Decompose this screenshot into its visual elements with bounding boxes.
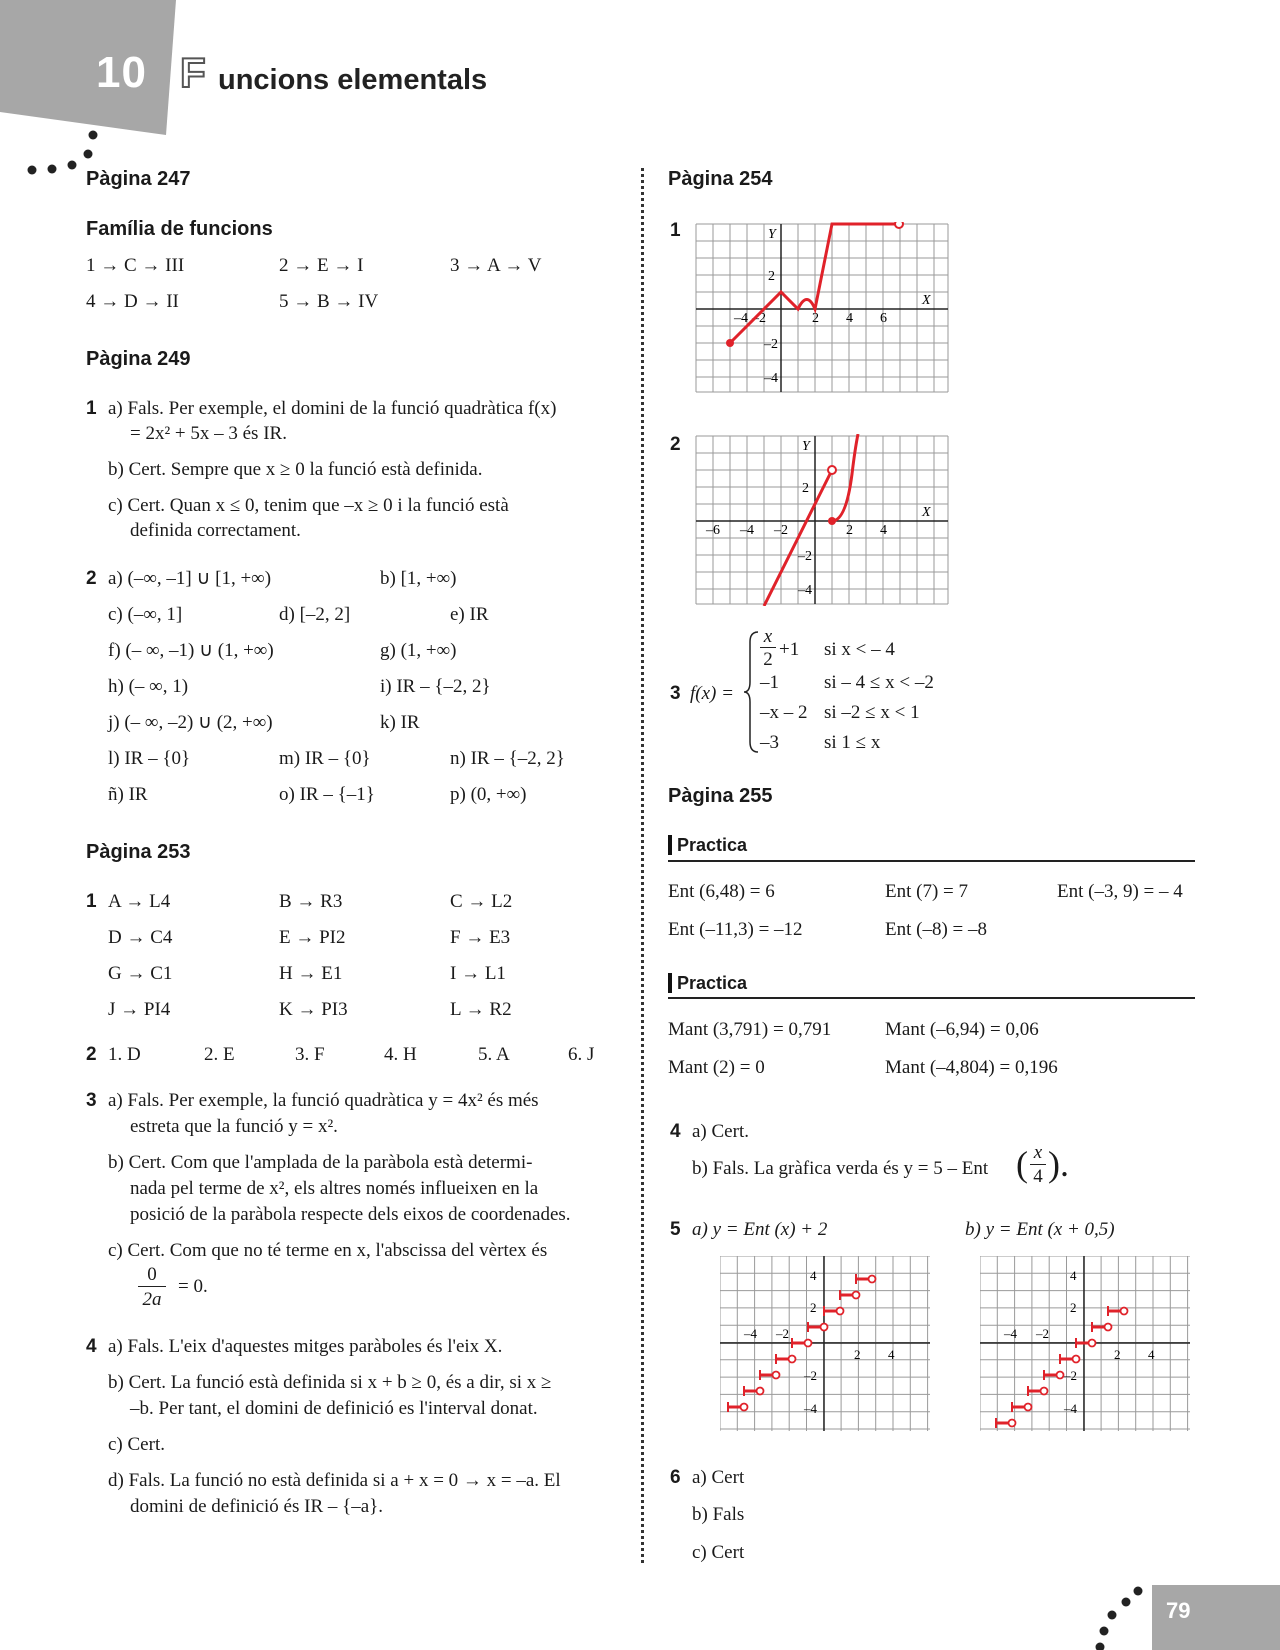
- open-endpoint: [789, 1356, 796, 1363]
- fraction-numerator: x: [760, 627, 776, 648]
- answer-text: d) Fals. La funció no està definida si a + x = 0 → x = –a. El: [108, 1470, 561, 1491]
- ent-result: Ent (7) = 7: [885, 881, 969, 902]
- x-axis-label: X: [922, 505, 931, 520]
- question-number: 5: [670, 1219, 681, 1240]
- x-tick-label: –4: [1004, 1326, 1017, 1341]
- heading-p253: Pàgina 253: [86, 841, 191, 863]
- x-axis-label: X: [922, 293, 931, 308]
- case-condition: si x < – 4: [824, 639, 895, 660]
- x-tick-label: –2: [776, 1326, 789, 1341]
- x-tick-label: 6: [880, 311, 887, 326]
- answer-item: e) IR: [450, 604, 489, 625]
- x-tick-label: –6: [706, 523, 720, 538]
- answer-text: a) Fals. Per exemple, el domini de la funció quadràtica f(x): [108, 398, 557, 419]
- answer-item: j) (– ∞, –2) ∪ (2, +∞): [108, 712, 273, 733]
- answer-text: c) Cert. Quan x ≤ 0, tenim que –x ≥ 0 i la funció està: [108, 495, 509, 516]
- answer-text: domini de definició és IR – {–a}.: [130, 1496, 384, 1517]
- answer-text: a) Fals. L'eix d'aquestes mitges paràboles és l'eix X.: [108, 1336, 503, 1357]
- answer-item: f) (– ∞, –1) ∪ (1, +∞): [108, 640, 274, 661]
- match-item: I → L1: [450, 963, 506, 984]
- ent-result: Ent (–3, 9) = – 4: [1057, 881, 1183, 902]
- match-item: F → E3: [450, 927, 511, 948]
- question-number: 1: [86, 398, 97, 419]
- open-endpoint: [828, 466, 836, 474]
- grid-lines: [696, 224, 948, 392]
- open-endpoint: [869, 1276, 876, 1283]
- answer-item: n) IR – {–2, 2}: [450, 748, 565, 769]
- x-tick-label: 4: [880, 523, 887, 538]
- y-tick-label: –4: [764, 371, 778, 386]
- answer-text: b) y = Ent (x + 0,5): [965, 1219, 1115, 1240]
- answer-item: g) (1, +∞): [380, 640, 457, 661]
- family-item: 3 → A → V: [450, 255, 542, 276]
- question-number: 3: [670, 683, 681, 704]
- closed-endpoint: [828, 517, 836, 525]
- answer-item: m) IR – {0}: [279, 748, 371, 769]
- y-tick-label: –4: [798, 583, 812, 598]
- fraction-denominator: 2a: [142, 1289, 162, 1310]
- graph-p254-2: [694, 434, 950, 606]
- answer-text: a) Cert.: [692, 1121, 749, 1142]
- chapter-number: 10: [96, 48, 147, 97]
- chapter-tab: [0, 0, 180, 140]
- y-tick-label: 4: [810, 1268, 817, 1283]
- answer-item: 1. D: [108, 1044, 141, 1065]
- match-item: H → E1: [279, 963, 343, 984]
- answer-item: k) IR: [380, 712, 420, 733]
- paren-open: (: [1016, 1144, 1028, 1184]
- question-number: 6: [670, 1467, 681, 1488]
- open-endpoint: [773, 1372, 780, 1379]
- answer-item: 5. A: [478, 1044, 510, 1065]
- subheading-familia: Família de funcions: [86, 218, 273, 240]
- ent-result: Ent (6,48) = 6: [668, 881, 775, 902]
- y-tick-label: 2: [810, 1300, 817, 1315]
- mant-result: Mant (3,791) = 0,791: [668, 1019, 832, 1040]
- open-endpoint: [1041, 1388, 1048, 1395]
- x-tick-label: –2: [752, 311, 766, 326]
- answer-item: a) (–∞, –1] ∪ [1, +∞): [108, 568, 272, 589]
- family-item: 1 → C → III: [86, 255, 185, 276]
- answer-item: d) [–2, 2]: [279, 604, 351, 625]
- match-item: D → C4: [108, 927, 173, 948]
- answer-text: b) Cert. Sempre que x ≥ 0 la funció està definida.: [108, 459, 483, 480]
- answer-item: p) (0, +∞): [450, 784, 527, 805]
- answer-item: o) IR – {–1}: [279, 784, 375, 805]
- answer-text: b) Cert. La funció està definida si x + b ≥ 0, és a dir, si x ≥: [108, 1372, 552, 1393]
- match-item: B → R3: [279, 891, 343, 912]
- fraction-numerator: 0: [138, 1264, 166, 1287]
- answer-item: ñ) IR: [108, 784, 148, 805]
- answer-item: h) (– ∞, 1): [108, 676, 189, 697]
- answer-text: = 2x² + 5x – 3 és IR.: [130, 423, 287, 444]
- answer-item: 2. E: [204, 1044, 235, 1065]
- ent-result: Ent (–8) = –8: [885, 919, 988, 940]
- practica-label: Practica: [668, 835, 747, 856]
- page-number: 79: [1166, 1598, 1191, 1623]
- answer-text: nada pel terme de x², els altres només influeixen en la: [130, 1178, 539, 1199]
- answer-item: b) [1, +∞): [380, 568, 457, 589]
- case-condition: si 1 ≤ x: [824, 732, 881, 753]
- y-tick-label: –2: [798, 549, 812, 564]
- mant-result: Mant (–6,94) = 0,06: [885, 1019, 1039, 1040]
- case-expression: +1: [779, 639, 800, 660]
- grid-lines: [696, 436, 948, 604]
- x-tick-label: 4: [846, 311, 853, 326]
- y-tick-label: 4: [1070, 1268, 1077, 1283]
- y-tick-label: 2: [1070, 1300, 1077, 1315]
- y-tick-label: –2: [1064, 1368, 1077, 1383]
- heading-p249: Pàgina 249: [86, 348, 191, 370]
- ent-result: Ent (–11,3) = –12: [668, 919, 803, 940]
- graph-p254-1: [694, 222, 950, 394]
- column-divider: [641, 168, 644, 1563]
- function-curve: [832, 434, 858, 521]
- x-tick-label: 2: [1114, 1347, 1121, 1362]
- answer-text: = 0.: [178, 1276, 208, 1297]
- step-graph-a: [720, 1256, 930, 1431]
- answer-text: b) Cert. Com que l'amplada de la paràbola està determi-: [108, 1152, 533, 1173]
- step-graph-b: [980, 1256, 1190, 1431]
- answer-text: c) Cert. Com que no té terme en x, l'abscissa del vèrtex és: [108, 1240, 548, 1261]
- x-tick-label: 4: [888, 1347, 895, 1362]
- answer-text: b) Fals. La gràfica verda és y = 5 – Ent: [692, 1158, 989, 1179]
- paren-close: ).: [1048, 1144, 1069, 1184]
- y-tick-label: 2: [802, 481, 809, 496]
- section-rule: [668, 997, 1195, 999]
- function-label: f(x) =: [690, 683, 734, 704]
- y-tick-label: –2: [804, 1368, 817, 1383]
- left-brace-icon: [742, 630, 760, 755]
- heading-p254: Pàgina 254: [668, 168, 773, 190]
- question-number: 1: [670, 220, 681, 241]
- y-tick-label: 2: [768, 269, 775, 284]
- match-item: C → L2: [450, 891, 513, 912]
- answer-item: 6. J: [568, 1044, 595, 1065]
- question-number: 2: [86, 1044, 97, 1065]
- answer-text: –b. Per tant, el domini de definició es l'interval donat.: [130, 1398, 538, 1419]
- answer-text: c) Cert.: [108, 1434, 165, 1455]
- match-item: L → R2: [450, 999, 512, 1020]
- chapter-title: uncions elementals: [218, 64, 488, 96]
- open-endpoint: [1121, 1308, 1128, 1315]
- heading-p247: Pàgina 247: [86, 168, 191, 190]
- fraction-denominator: 4: [1033, 1166, 1043, 1187]
- section-rule: [668, 860, 1195, 862]
- open-endpoint: [741, 1404, 748, 1411]
- open-endpoint: [1057, 1372, 1064, 1379]
- answer-item: 3. F: [295, 1044, 325, 1065]
- open-endpoint: [1105, 1324, 1112, 1331]
- match-item: G → C1: [108, 963, 173, 984]
- answer-item: i) IR – {–2, 2}: [380, 676, 491, 697]
- y-tick-label: –2: [764, 337, 778, 352]
- fraction-denominator: 2: [763, 649, 773, 670]
- mant-result: Mant (2) = 0: [668, 1057, 765, 1078]
- title-initial: F: [180, 49, 206, 96]
- x-tick-label: –4: [734, 311, 748, 326]
- question-number: 4: [86, 1336, 97, 1357]
- family-item: 4 → D → II: [86, 291, 179, 312]
- answer-text: a) y = Ent (x) + 2: [692, 1219, 828, 1240]
- x-tick-label: –2: [1036, 1326, 1049, 1341]
- closed-endpoint: [726, 339, 734, 347]
- open-endpoint: [1009, 1420, 1016, 1427]
- answer-text: estreta que la funció y = x².: [130, 1116, 338, 1137]
- family-item: 5 → B → IV: [279, 291, 379, 312]
- y-axis-label: Y: [802, 439, 810, 454]
- open-endpoint: [853, 1292, 860, 1299]
- answer-text: posició de la paràbola respecte dels eixos de coordenades.: [130, 1204, 571, 1225]
- open-endpoint: [895, 222, 903, 228]
- family-item: 2 → E → I: [279, 255, 364, 276]
- x-tick-label: 4: [1148, 1347, 1155, 1362]
- case-condition: si –2 ≤ x < 1: [824, 702, 920, 723]
- answer-item: l) IR – {0}: [108, 748, 191, 769]
- answer-text: a) Fals. Per exemple, la funció quadràtica y = 4x² és més: [108, 1090, 539, 1111]
- case-expression: –x – 2: [760, 702, 808, 723]
- open-endpoint: [837, 1308, 844, 1315]
- x-tick-label: –2: [774, 523, 788, 538]
- case-expression: –1: [760, 672, 779, 693]
- match-item: E → PI2: [279, 927, 346, 948]
- question-number: 2: [670, 434, 681, 455]
- answer-text: a) Cert: [692, 1467, 745, 1488]
- answer-text: c) Cert: [692, 1542, 745, 1563]
- answer-item: c) (–∞, 1]: [108, 604, 183, 625]
- x-tick-label: –4: [740, 523, 754, 538]
- open-endpoint: [1089, 1340, 1096, 1347]
- match-item: A → L4: [108, 891, 171, 912]
- open-endpoint: [1073, 1356, 1080, 1363]
- open-endpoint: [757, 1388, 764, 1395]
- question-number: 1: [86, 891, 97, 912]
- answer-item: 4. H: [384, 1044, 417, 1065]
- x-tick-label: –4: [744, 1326, 757, 1341]
- open-endpoint: [1025, 1404, 1032, 1411]
- case-condition: si – 4 ≤ x < –2: [824, 672, 934, 693]
- answer-text: definida correctament.: [130, 520, 301, 541]
- match-item: K → PI3: [279, 999, 348, 1020]
- practica-label: Practica: [668, 973, 747, 994]
- question-number: 2: [86, 568, 97, 589]
- question-number: 4: [670, 1121, 681, 1142]
- open-endpoint: [805, 1340, 812, 1347]
- question-number: 3: [86, 1090, 97, 1111]
- y-axis-label: Y: [768, 227, 776, 242]
- mant-result: Mant (–4,804) = 0,196: [885, 1057, 1058, 1078]
- x-tick-label: 2: [854, 1347, 861, 1362]
- case-expression: –3: [760, 732, 779, 753]
- match-item: J → PI4: [108, 999, 171, 1020]
- y-tick-label: –4: [804, 1401, 817, 1416]
- fraction-numerator: x: [1030, 1142, 1046, 1165]
- x-tick-label: 2: [846, 523, 853, 538]
- y-tick-label: –4: [1064, 1401, 1077, 1416]
- open-endpoint: [821, 1324, 828, 1331]
- heading-p255: Pàgina 255: [668, 785, 773, 807]
- x-tick-label: 2: [812, 311, 819, 326]
- answer-text: b) Fals: [692, 1504, 745, 1525]
